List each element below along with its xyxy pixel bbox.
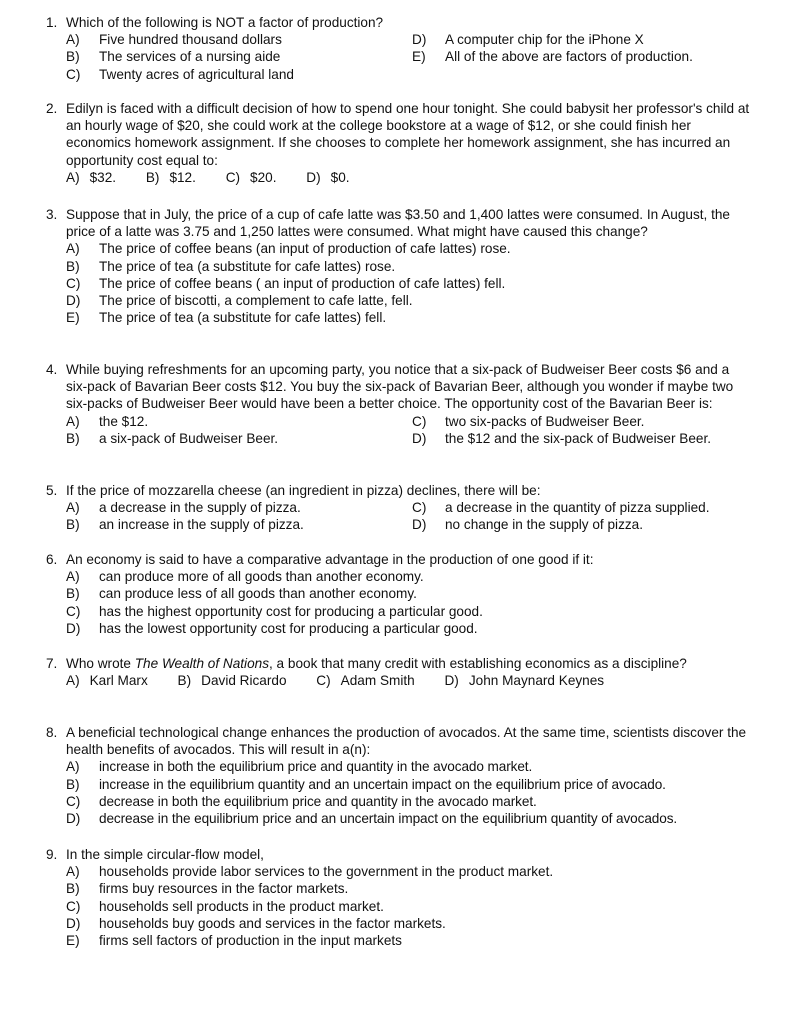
option-a: A) can produce more of all goods than another economy. (66, 569, 424, 585)
option-d: D) households buy goods and services in the factor markets. (66, 915, 446, 931)
question-stem: Suppose that in July, the price of a cup of cafe latte was $3.50 and 1,400 lattes were consumed. In August, the price of a latte was 3.75 and 1,250 lattes were consumed. What might have caused this change? (66, 207, 730, 240)
option-c: C) decrease in both the equilibrium price and quantity in the avocado market. (66, 793, 537, 809)
option-a: A) households provide labor services to the government in the product market. (66, 864, 554, 880)
question-9 (46, 846, 754, 949)
option-a: A) the $12. (66, 413, 149, 429)
option-a: A) $32. (66, 169, 117, 185)
option-c: C) The price of coffee beans ( an input of production of cafe lattes) fell. (66, 275, 506, 291)
question-stem: A beneficial technological change enhances the production of avocados. At the same time, scientists discover the health benefits of avocados. This will result in a(n): (66, 725, 747, 758)
question-number: 2. (46, 101, 58, 116)
question-stem: Edilyn is faced with a difficult decision of how to spend one hour tonight. She could babysit her professor's child at an hourly wage of $20, she could work at the college bookstore at a wage of $12, or she could finish her economics homework assignment. If she chooses to complete her homework assignment, she has incurred an opportunity cost equal to: (66, 101, 750, 168)
option-b: B) an increase in the supply of pizza. (66, 517, 304, 533)
option-c: C) $20. (225, 169, 277, 185)
option-d: D) A computer chip for the iPhone X (412, 32, 644, 48)
option-b: B) The price of tea (a substitute for cafe lattes) rose. (66, 258, 396, 274)
option-b: B) increase in the equilibrium quantity and an uncertain impact on the equilibrium price of avocado. (66, 776, 666, 792)
question-3 (46, 206, 754, 326)
option-c: C) Adam Smith (316, 673, 415, 689)
option-e: E) All of the above are factors of production. (412, 49, 693, 65)
question-number: 1. (46, 15, 58, 30)
option-a: A) increase in both the equilibrium price and quantity in the avocado market. (66, 759, 533, 775)
question-6 (46, 551, 754, 637)
option-d: D) $0. (306, 169, 350, 185)
option-c: C) two six-packs of Budweiser Beer. (412, 413, 645, 429)
option-d: D) has the lowest opportunity cost for producing a particular good. (66, 620, 478, 636)
option-b: B) a six-pack of Budweiser Beer. (66, 430, 279, 446)
question-number: 6. (46, 552, 58, 567)
option-d: D) The price of biscotti, a complement to cafe latte, fell. (66, 293, 413, 309)
option-c: C) households sell products in the product market. (66, 898, 384, 914)
question-4 (46, 361, 754, 447)
question-stem: While buying refreshments for an upcoming party, you notice that a six-pack of Budweiser Beer costs $6 and a six-pack of Bavarian Beer costs $12. You buy the six-pack of Bavarian Beer, although you wonder if maybe two six-packs of Budweiser Beer would have been a better choice. The opportunity cost of the Bavarian Beer is: (66, 362, 734, 412)
question-stem: Who wrote The Wealth of Nations, a book that many credit with establishing economics as a discipline? (66, 656, 687, 671)
option-b: B) $12. (145, 169, 196, 185)
option-d: D) John Maynard Keynes (444, 673, 605, 689)
book-title: The Wealth of Nations (134, 656, 269, 671)
question-number: 3. (46, 207, 58, 222)
question-number: 4. (46, 362, 58, 377)
question-stem: If the price of mozzarella cheese (an ingredient in pizza) declines, there will be: (66, 483, 541, 498)
question-number: 9. (46, 847, 58, 862)
option-a: A) a decrease in the supply of pizza. (66, 500, 301, 516)
question-number: 7. (46, 656, 58, 671)
option-b: B) firms buy resources in the factor markets. (66, 881, 349, 897)
option-e: E) The price of tea (a substitute for cafe lattes) fell. (66, 310, 387, 326)
option-d: D) no change in the supply of pizza. (412, 517, 643, 533)
option-b: B) can produce less of all goods than another economy. (66, 586, 417, 602)
option-c: C) Twenty acres of agricultural land (66, 66, 294, 82)
option-a: A) The price of coffee beans (an input of production of cafe lattes) rose. (66, 241, 511, 257)
option-c: C) has the highest opportunity cost for producing a particular good. (66, 603, 483, 619)
question-5 (46, 482, 754, 534)
question-8 (46, 724, 766, 827)
option-b: B) David Ricardo (177, 673, 287, 689)
question-1 (46, 14, 754, 83)
option-b: B) The services of a nursing aide (66, 49, 281, 65)
option-d: D) decrease in the equilibrium price and an uncertain impact on the equilibrium quantity of avocados. (66, 811, 678, 827)
option-e: E) firms sell factors of production in the input markets (66, 933, 402, 949)
question-number: 5. (46, 483, 58, 498)
option-a: A) Karl Marx (66, 673, 148, 689)
question-number: 8. (46, 725, 58, 740)
question-2 (46, 100, 754, 186)
question-stem: Which of the following is NOT a factor of production? (66, 15, 384, 30)
question-stem: In the simple circular-flow model, (66, 847, 264, 862)
question-stem: An economy is said to have a comparative advantage in the production of one good if it: (66, 552, 594, 567)
option-d: D) the $12 and the six-pack of Budweiser Beer. (412, 430, 711, 446)
option-a: A) Five hundred thousand dollars (66, 32, 282, 48)
question-7 (46, 655, 754, 689)
option-c: C) a decrease in the quantity of pizza supplied. (412, 500, 710, 516)
